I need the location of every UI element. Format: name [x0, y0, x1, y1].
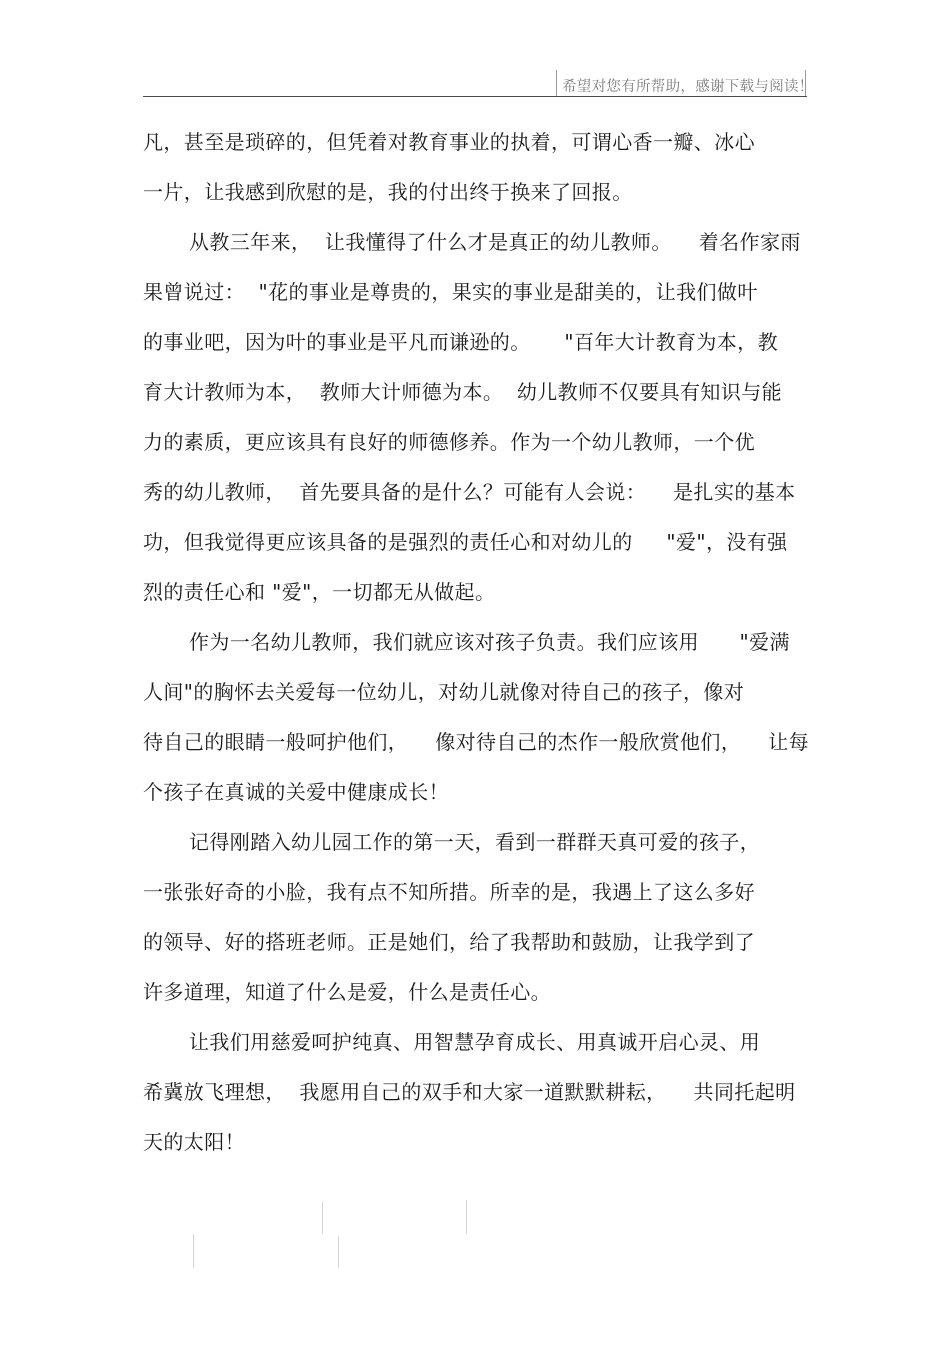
text-line: 一张张好奇的小脸，我有点不知所措。所幸的是，我遇上了这么多好 [143, 880, 755, 904]
table-border-fragment [466, 1200, 467, 1234]
text-line: 育大计教师为本， 教师大计师德为本。 幼儿教师不仅要具有知识与能 [143, 380, 783, 404]
text-line: 记得刚踏入幼儿园工作的第一天，看到一群群天真可爱的孩子， [189, 830, 761, 854]
table-border-fragment [193, 1234, 194, 1268]
text-line: 希冀放飞理想， 我愿用自己的双手和大家一道默默耕耘， 共同托起明 [143, 1080, 796, 1104]
text-line: 的领导、好的搭班老师。正是她们，给了我帮助和鼓励，让我学到了 [143, 930, 755, 954]
text-line: 让我们用慈爱呵护纯真、用智慧孕育成长、用真诚开启心灵、用 [189, 1030, 761, 1054]
text-line: 人间"的胸怀去关爱每一位幼儿，对幼儿就像对待自己的孩子，像对 [143, 680, 745, 704]
text-line: 待自己的眼睛一般呵护他们， 像对待自己的杰作一般欣赏他们， 让每 [143, 730, 810, 754]
text-line: 力的素质，更应该具有良好的师德修养。作为一个幼儿教师，一个优 [143, 430, 755, 454]
text-line: 秀的幼儿教师， 首先要具备的是什么？可能有人会说： 是扎实的基本 [143, 480, 796, 504]
text-line: 烈的责任心和 "爱"，一切都无从做起。 [143, 580, 496, 604]
text-line: 天的太阳！ [143, 1130, 245, 1154]
header-divider [143, 96, 807, 97]
table-border-fragment [322, 1202, 323, 1234]
text-line: 作为一名幼儿教师，我们就应该对孩子负责。我们应该用 "爱满 [189, 630, 790, 654]
text-line: 的事业吧，因为叶的事业是平凡而谦逊的。 "百年大计教育为本，教 [143, 330, 778, 354]
text-line: 许多道理，知道了什么是爱，什么是责任心。 [143, 980, 551, 1004]
text-line: 一片，让我感到欣慰的是，我的付出终于换来了回报。 [143, 180, 633, 204]
text-line: 从教三年来， 让我懂得了什么才是真正的幼儿教师。 着名作家雨 [189, 230, 801, 254]
header-note: 希望对您有所帮助，感谢下载与阅读！ [562, 79, 814, 95]
table-border-fragment [338, 1236, 339, 1268]
text-line: 凡，甚至是琐碎的，但凭着对教育事业的执着，可谓心香一瓣、冰心 [143, 130, 755, 154]
text-line: 功，但我觉得更应该具备的是强烈的责任心和对幼儿的 "爱"，没有强 [143, 530, 788, 554]
text-line: 果曾说过： "花的事业是尊贵的，果实的事业是甜美的，让我们做叶 [143, 280, 758, 304]
text-line: 个孩子在真诚的关爱中健康成长！ [143, 780, 449, 804]
